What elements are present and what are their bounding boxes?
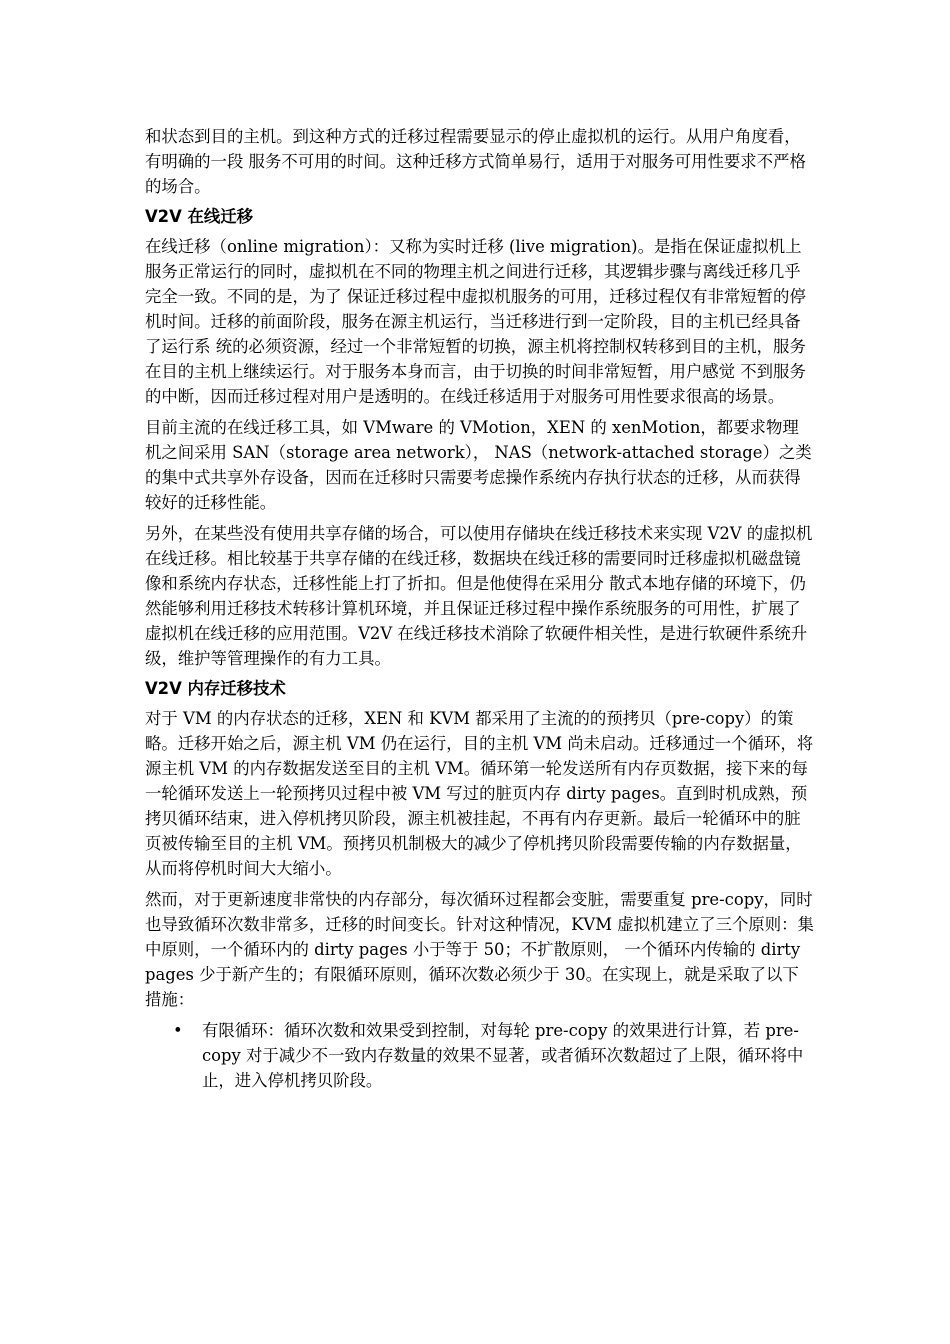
list-item-text: 有限循环：循环次数和效果受到控制，对每轮 pre-copy 的效果进行计算，若 pre-copy 对于减少不一致内存数量的效果不显著，或者循环次数超过了上限，循环将中止，进入停机拷贝阶段。 xyxy=(202,1021,804,1090)
paragraph-kvm-principles: 然而，对于更新速度非常快的内存部分，每次循环过程都会变脏，需要重复 pre-copy，同时也导致循环次数非常多，迁移的时间变长。针对这种情况，KVM 虚拟机建立了三个原则：集中原则，一个循环内的 dirty pages 小于等于 50；不扩散原则， 一个循环内传输的 dirty pages 少于新产生的；有限循环原则，循环次数必须少于 30。在实现上，就是采取了以下措施： xyxy=(145,890,814,1009)
paragraph-offline-migration-end: 和状态到目的主机。到这种方式的迁移过程需要显示的停止虚拟机的运行。从用户角度看，有明确的一段 服务不可用的时间。这种迁移方式简单易行，适用于对服务可用性要求不严格的场合。 xyxy=(145,127,806,196)
bullet-icon: • xyxy=(173,1021,183,1040)
list-item xyxy=(145,1018,815,1093)
paragraph-block-migration: 另外，在某些没有使用共享存储的场合，可以使用存储块在线迁移技术来实现 V2V 的虚拟机在线迁移。相比较基于共享存储的在线迁移，数据块在线迁移的需要同时迁移虚拟机磁盘镜像和系统内存状态，迁移性能上打了折扣。但是他使得在采用分 散式本地存储的环境下，仍然能够利用迁移技术转移计算机环境，并且保证迁移过程中操作系统服务的可用性，扩展了虚拟机在线迁移的应用范围。V2V 在线迁移技术消除了软硬件相关性，是进行软硬件系统升级，维护等管理操作的有力工具。 xyxy=(145,524,813,668)
heading-v2v-memory-migration: V2V 内存迁移技术 xyxy=(145,679,286,698)
document-page xyxy=(145,124,815,1093)
paragraph-pre-copy-strategy: 对于 VM 的内存状态的迁移，XEN 和 KVM 都采用了主流的的预拷贝（pre-copy）的策略。迁移开始之后，源主机 VM 仍在运行，目的主机 VM 尚未启动。迁移通过一个循环，将源主机 VM 的内存数据发送至目的主机 VM。循环第一轮发送所有内存页数据，接下来的每一轮循环发送上一轮预拷贝过程中被 VM 写过的脏页内存 dirty pages。直到时机成熟，预拷贝循环结束，进入停机拷贝阶段，源主机被挂起，不再有内存更新。最后一轮循环中的脏页被传输至目的主机 VM。预拷贝机制极大的减少了停机拷贝阶段需要传输的内存数据量，从而将停机时间大大缩小。 xyxy=(145,709,814,878)
paragraph-online-migration-definition: 在线迁移（online migration）：又称为实时迁移 (live migration)。是指在保证虚拟机上服务正常运行的同时，虚拟机在不同的物理主机之间进行迁移，其逻辑步骤与离线迁移几乎完全一致。不同的是，为了 保证迁移过程中虚拟机服务的可用，迁移过程仅有非常短暂的停机时间。迁移的前面阶段，服务在源主机运行，当迁移进行到一定阶段，目的主机已经具备了运行系 统的必须资源，经过一个非常短暂的切换，源主机将控制权转移到目的主机，服务在目的主机上继续运行。对于服务本身而言，由于切换的时间非常短暂，用户感觉 不到服务的中断，因而迁移过程对用户是透明的。在线迁移适用于对服务可用性要求很高的场景。 xyxy=(145,237,806,406)
heading-v2v-online-migration: V2V 在线迁移 xyxy=(145,207,254,226)
measures-list xyxy=(145,1018,815,1093)
paragraph-mainstream-tools: 目前主流的在线迁移工具，如 VMware 的 VMotion，XEN 的 xenMotion，都要求物理机之间采用 SAN（storage area network）， NAS（network-attached storage）之类的集中式共享外存设备，因而在迁移时只需要考虑操作系统内存执行状态的迁移，从而获得较好的迁移性能。 xyxy=(145,418,812,512)
